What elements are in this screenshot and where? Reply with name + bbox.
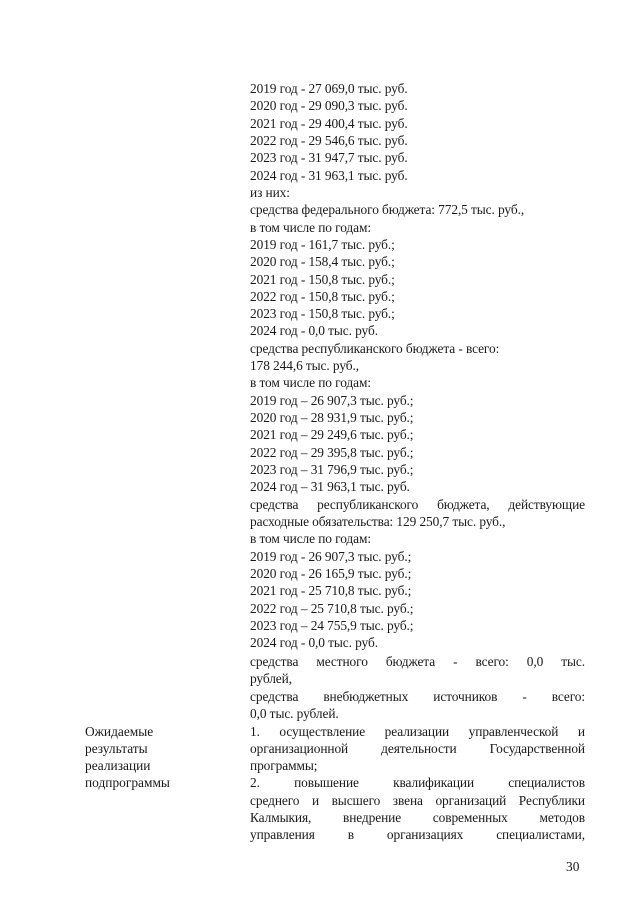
result-item-2-line-4: управления в организациях специалистами, <box>250 827 585 842</box>
funding-line: 2022 год – 29 395,8 тыс. руб.; <box>250 444 414 460</box>
results-label-2: результаты <box>85 741 148 756</box>
result-item-2-line-2: среднего и высшего звена организаций Республики <box>250 793 585 808</box>
funding-line: 2021 год - 29 400,4 тыс. руб. <box>250 115 408 131</box>
funding-line: 2019 год - 27 069,0 тыс. руб. <box>250 81 408 96</box>
page-number: 30 <box>566 859 580 874</box>
results-label-4: подпрограммы <box>85 775 170 790</box>
funding-line: в том числе по годам: <box>250 375 371 391</box>
funding-line: из них: <box>250 184 290 200</box>
extra-budget-line-2: 0,0 тыс. рублей. <box>250 706 339 721</box>
local-budget-line-2: рублей, <box>250 671 292 686</box>
result-item-1-line-1: 1. осуществление реализации управленческой и <box>250 724 585 739</box>
funding-line: в том числе по годам: <box>250 219 371 235</box>
funding-line: средства федерального бюджета: 772,5 тыс. руб., <box>250 202 525 218</box>
funding-line: 2024 год - 31 963,1 тыс. руб. <box>250 167 408 183</box>
results-label-1: Ожидаемые <box>85 724 154 739</box>
funding-line: 2021 год - 25 710,8 тыс. руб.; <box>250 583 412 599</box>
funding-line: 2024 год - 0,0 тыс. руб. <box>250 635 378 651</box>
result-item-2-line-1: 2. повышение квалификации специалистов <box>250 775 585 790</box>
funding-line: 2020 год - 158,4 тыс. руб.; <box>250 254 395 270</box>
funding-line: 2022 год – 25 710,8 тыс. руб.; <box>250 600 414 616</box>
funding-line: 2019 год - 161,7 тыс. руб.; <box>250 236 395 252</box>
funding-line: 2020 год - 26 165,9 тыс. руб.; <box>250 565 412 581</box>
funding-line: 2020 год - 29 090,3 тыс. руб. <box>250 98 408 114</box>
result-item-1-line-2: организационной деятельности Государственной <box>250 741 585 756</box>
extra-budget-line-1: средства внебюджетных источников - всего: <box>250 689 585 704</box>
results-label-3: реализации <box>85 758 151 773</box>
funding-line: 2023 год – 31 796,9 тыс. руб.; <box>250 462 414 478</box>
result-item-1-line-3: программы; <box>250 758 318 773</box>
funding-line: 178 244,6 тыс. руб., <box>250 358 359 374</box>
funding-line: средства республиканского бюджета - всего: <box>250 340 500 356</box>
result-item-2-line-3: Калмыкия, внедрение современных методов <box>250 810 585 825</box>
funding-line: расходные обязательства: 129 250,7 тыс. руб., <box>250 514 506 529</box>
funding-line: 2023 год - 31 947,7 тыс. руб. <box>250 150 408 166</box>
funding-line: 2019 год – 26 907,3 тыс. руб.; <box>250 392 414 408</box>
funding-line: 2024 год - 0,0 тыс. руб. <box>250 323 378 339</box>
funding-line: 2021 год – 29 249,6 тыс. руб.; <box>250 427 414 443</box>
funding-line: 2023 год – 24 755,9 тыс. руб.; <box>250 617 414 633</box>
funding-line: в том числе по годам: <box>250 531 371 547</box>
funding-line: 2022 год - 150,8 тыс. руб.; <box>250 288 395 304</box>
funding-line: 2022 год - 29 546,6 тыс. руб. <box>250 132 408 148</box>
funding-line: 2024 год – 31 963,1 тыс. руб. <box>250 479 410 495</box>
funding-line: 2023 год - 150,8 тыс. руб.; <box>250 306 395 322</box>
local-budget-line-1: средства местного бюджета - всего: 0,0 тыс. <box>250 654 585 669</box>
funding-line: 2021 год - 150,8 тыс. руб.; <box>250 271 395 287</box>
funding-line: 2020 год – 28 931,9 тыс. руб.; <box>250 410 414 426</box>
funding-line: средства республиканского бюджета, действующие <box>250 496 585 512</box>
funding-line: 2019 год - 26 907,3 тыс. руб.; <box>250 548 412 564</box>
